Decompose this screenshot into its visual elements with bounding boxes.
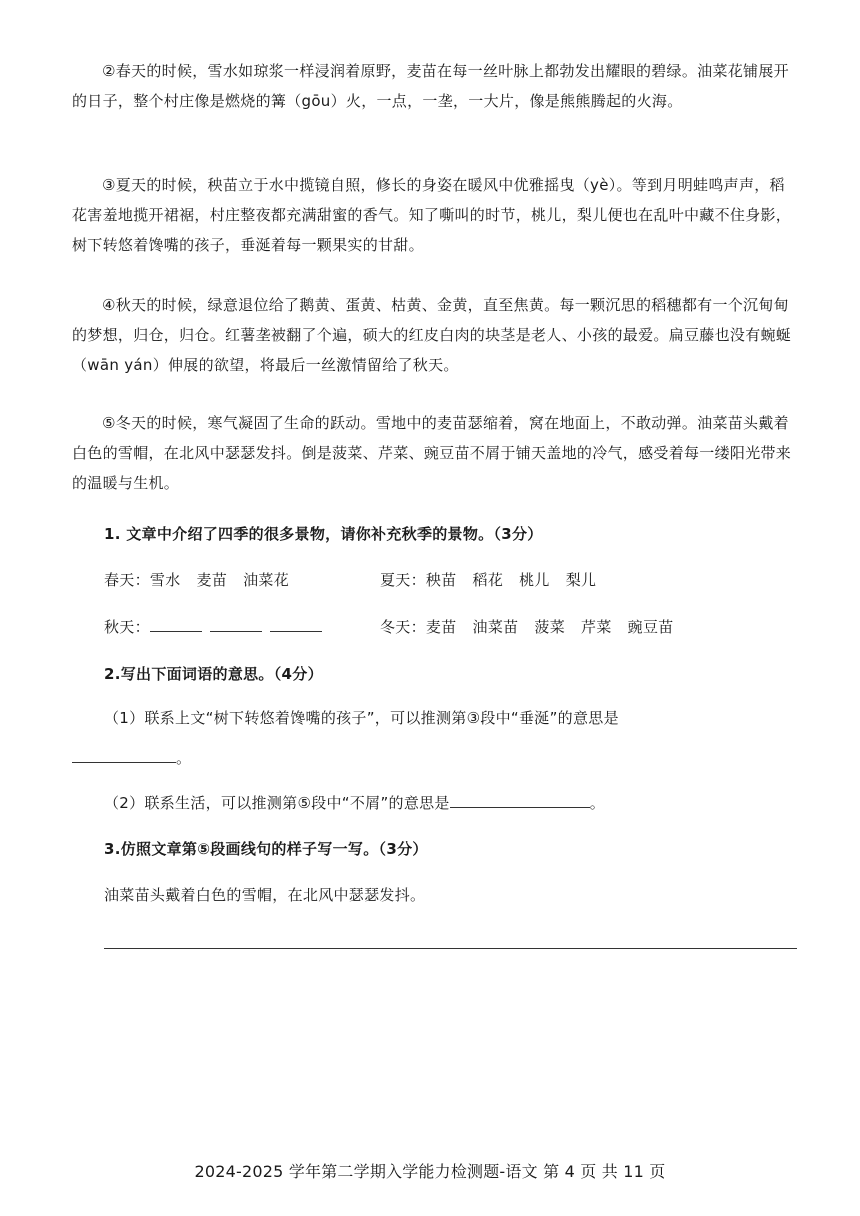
passage-paragraph-4: ④秋天的时候，绿意退位给了鹅黄、蛋黄、枯黄、金黄，直至焦黄。每一颗沉思的稻穗都有一个沉甸甸的梦想，归仓，归仓。红薯垄被翻了个遍，硕大的红皮白肉的块茎是老人、小孩的最爱。扁豆藤也没有蜿蜒（wān yán）伸展的欲望，将最后一丝激情留给了秋天。 [72,296,792,374]
spring-item: 油菜花 [243,571,290,589]
spring-label: 春天： [104,571,150,589]
summer-scenery-row [380,568,612,592]
spring-item: 麦苗 [196,571,228,589]
question-3-answer-line[interactable] [104,948,797,949]
winter-scenery-row [380,615,690,639]
autumn-blank-1[interactable] [150,615,202,632]
summer-item: 秧苗 [425,571,457,589]
question-2-sub-1-answer [72,746,191,770]
question-2-title: 2.写出下面词语的意思。（4分） [104,665,323,683]
autumn-label: 秋天： [104,618,150,636]
question-2-sub-1-blank[interactable] [72,746,176,763]
spring-scenery-row [104,568,305,592]
winter-item: 油菜苗 [472,618,519,636]
summer-item: 桃儿 [519,571,550,589]
passage-paragraph-5: ⑤冬天的时候，寒气凝固了生命的跃动。雪地中的麦苗瑟缩着，窝在地面上，不敢动弹。油菜苗头戴着白色的雪帽，在北风中瑟瑟发抖。倒是菠菜、芹菜、豌豆苗不屑于铺天盖地的冷气，感受着每一缕阳光带来的温暖与生机。 [72,414,792,492]
spring-item: 雪水 [149,571,181,589]
summer-label: 夏天： [380,571,426,589]
page-footer: 2024-2025 学年第二学期入学能力检测题-语文 第 4 页 共 11 页 [194,1162,666,1181]
question-2-sub-2-blank[interactable] [450,791,590,808]
winter-item: 麦苗 [425,618,457,636]
winter-item: 菠菜 [534,618,566,636]
summer-item: 梨儿 [565,571,597,589]
question-2-sub-1: （1）联系上文“树下转悠着馋嘴的孩子”，可以推测第③段中“垂涎”的意思是 [104,709,619,727]
autumn-scenery-row [104,615,322,639]
winter-item: 芹菜 [581,618,612,636]
question-3-title: 3.仿照文章第⑤段画线句的样子写一写。（3分） [104,840,428,858]
question-3-example: 油菜苗头戴着白色的雪帽，在北风中瑟瑟发抖。 [104,886,426,904]
sentence-end: 。 [176,749,192,767]
passage-paragraph-2: ②春天的时候，雪水如琼浆一样浸润着原野，麦苗在每一丝叶脉上都勃发出耀眼的碧绿。油菜花铺展开的日子，整个村庄像是燃烧的篝（gōu）火，一点，一垄，一大片，像是熊熊腾起的火海。 [72,62,789,110]
question-2-sub-2 [104,791,605,815]
winter-label: 冬天： [380,618,426,636]
sentence-end: 。 [589,794,606,812]
autumn-blank-2[interactable] [210,615,262,632]
winter-item: 豌豆苗 [627,618,674,636]
passage-paragraph-3: ③夏天的时候，秧苗立于水中揽镜自照，修长的身姿在暖风中优雅摇曳（yè）。等到月明蛙鸣声声，稻花害羞地揽开裙裾，村庄整夜都充满甜蜜的香气。知了嘶叫的时节，桃儿，梨儿便也在乱叶中藏不住身影，树下转悠着馋嘴的孩子，垂涎着每一颗果实的甘甜。 [72,176,792,254]
question-2-sub-2-text: （2）联系生活，可以推测第⑤段中“不屑”的意思是 [104,794,450,812]
autumn-blank-3[interactable] [270,615,322,632]
summer-item: 稻花 [472,571,504,589]
question-1-title: 1. 文章中介绍了四季的很多景物，请你补充秋季的景物。（3分） [104,525,543,543]
